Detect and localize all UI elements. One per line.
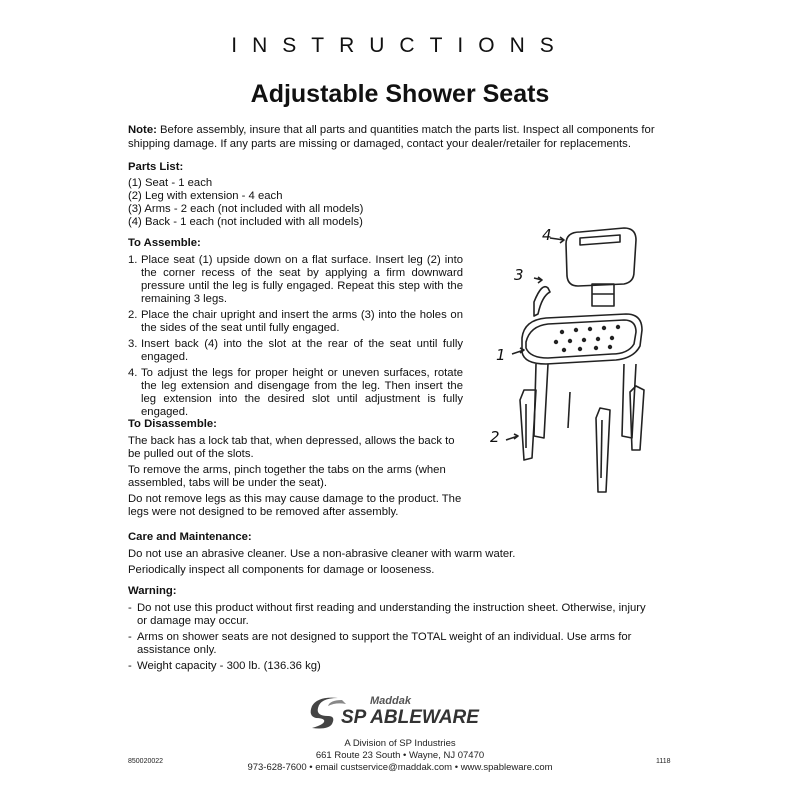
step-text: Place the chair upright and insert the arms (3) into the holes on the sides of the seat until fully engaged. bbox=[141, 309, 463, 334]
assemble-step bbox=[128, 254, 463, 306]
step-text: Place seat (1) upside down on a flat surface. Insert leg (2) into the corner recess of the seat by applying a firm downward pressure until the leg is fully engaged. Repeat this step with the remaining 3 legs. bbox=[141, 254, 463, 305]
document-code: 850020022 bbox=[128, 758, 164, 765]
disassemble-paragraph: Do not remove legs as this may cause damage to the product. The legs were not designed to be removed after assembly. bbox=[128, 493, 462, 518]
step-number: 3. bbox=[128, 338, 138, 350]
disassemble-heading: To Disassemble: bbox=[128, 418, 217, 430]
note-text: Before assembly, insure that all parts and quantities match the parts list. Inspect all components for shipping damage. If any parts are missing or damaged, contact your dealer/retailer for replacements. bbox=[128, 124, 655, 150]
assemble-step bbox=[128, 309, 463, 335]
step-number: 2. bbox=[128, 309, 138, 321]
parts-list-item: (1) Seat - 1 each bbox=[128, 177, 213, 189]
callout-back: 4 bbox=[542, 226, 552, 244]
warning-item: - Arms on shower seats are not designed to support the TOTAL weight of an individual. Use arms for assistance only. bbox=[128, 631, 632, 656]
sp-ableware-logo bbox=[308, 696, 498, 730]
assemble-heading: To Assemble: bbox=[128, 237, 201, 249]
warning-text: Do not use this product without first reading and understanding the instruction sheet. Otherwise, injury or damage may occur. bbox=[137, 602, 646, 627]
care-section bbox=[128, 530, 688, 580]
revision-code: 1118 bbox=[656, 758, 671, 765]
shower-seat-illustration bbox=[484, 222, 664, 502]
assemble-steps bbox=[128, 254, 463, 419]
warning-section bbox=[128, 584, 648, 676]
document-title: Adjustable Shower Seats bbox=[250, 80, 550, 108]
parts-list bbox=[128, 177, 468, 229]
parts-list-item: (3) Arms - 2 each (not included with all models) bbox=[128, 203, 364, 215]
disassemble-paragraph: The back has a lock tab that, when depressed, allows the back to be pulled out of the slots. bbox=[128, 435, 455, 460]
footer-line: 973-628-7600 • email custservice@maddak.com • www.spableware.com bbox=[247, 762, 553, 773]
assemble-step bbox=[128, 367, 463, 419]
warning-item: - Do not use this product without first reading and understanding the instruction sheet. Otherwise, injury or damage may occur. bbox=[128, 602, 646, 627]
footer-line: A Division of SP Industries bbox=[344, 738, 456, 749]
warning-list bbox=[128, 602, 648, 673]
instructions-header: INSTRUCTIONS bbox=[231, 34, 569, 57]
care-heading: Care and Maintenance: bbox=[128, 531, 252, 543]
disassemble-section bbox=[128, 417, 463, 522]
note-label: Note: bbox=[128, 124, 157, 136]
warning-heading: Warning: bbox=[128, 585, 177, 597]
disassemble-paragraph: To remove the arms, pinch together the tabs on the arms (when assembled, tabs will be under the seat). bbox=[128, 464, 446, 489]
assemble-step bbox=[128, 338, 463, 364]
parts-list-item: (4) Back - 1 each (not included with all models) bbox=[128, 216, 363, 228]
note-paragraph bbox=[128, 123, 688, 151]
warning-item: - Weight capacity - 300 lb. (136.36 kg) bbox=[128, 660, 321, 672]
parts-list-heading: Parts List: bbox=[128, 161, 184, 173]
callout-arms: 3 bbox=[514, 266, 524, 284]
care-paragraph: Periodically inspect all components for damage or looseness. bbox=[128, 564, 435, 576]
callout-leg: 2 bbox=[490, 428, 500, 446]
logo-brand-text: SP ABLEWARE bbox=[341, 707, 479, 728]
parts-list-section bbox=[128, 160, 468, 229]
warning-text: Arms on shower seats are not designed to support the TOTAL weight of an individual. Use arms for assistance only. bbox=[137, 631, 632, 656]
logo-maddak-text: Maddak bbox=[370, 695, 411, 707]
shower-seat-drawing bbox=[484, 222, 664, 502]
footer-line: 661 Route 23 South • Wayne, NJ 07470 bbox=[315, 750, 485, 761]
step-text: To adjust the legs for proper height or uneven surfaces, rotate the leg extension and disengage from the leg. Then insert the leg extension into the desired slot until adjustment is fully engaged. bbox=[141, 367, 463, 418]
step-number: 4. bbox=[128, 367, 138, 379]
step-number: 1. bbox=[128, 254, 138, 266]
step-text: Insert back (4) into the slot at the rear of the seat until fully engaged. bbox=[141, 338, 463, 363]
care-paragraph: Do not use an abrasive cleaner. Use a non-abrasive cleaner with warm water. bbox=[128, 548, 516, 560]
warning-text: Weight capacity - 300 lb. (136.36 kg) bbox=[137, 660, 321, 672]
assemble-section bbox=[128, 236, 463, 422]
callout-seat: 1 bbox=[496, 346, 506, 364]
parts-list-item: (2) Leg with extension - 4 each bbox=[128, 190, 283, 202]
company-address bbox=[0, 738, 800, 774]
